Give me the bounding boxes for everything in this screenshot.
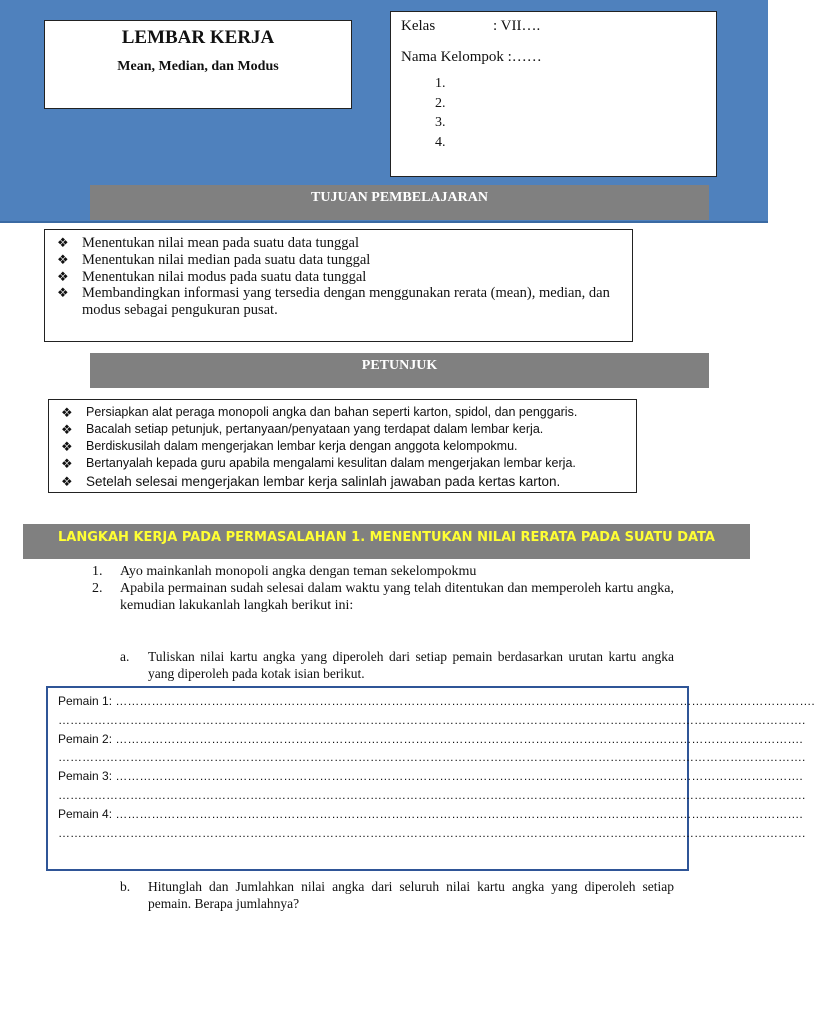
diamond-bullet-icon: ❖ [57,285,69,301]
kelas-value[interactable]: : VII…. [493,18,541,34]
worksheet-title: LEMBAR KERJA [121,27,275,48]
tujuan-list [55,235,622,319]
answer-line[interactable]: ……………………………………………………………………………………………………………………………………………………………………. [58,787,806,802]
answer-line[interactable]: ……………………………………………………………………………………………………………………………………………………………………. [58,825,806,840]
tujuan-heading: TUJUAN PEMBELAJARAN [90,185,709,220]
langkah-heading: LANGKAH KERJA PADA PERMASALAHAN 1. MENENTUKAN NILAI RERATA PADA SUATU DATA [23,524,750,559]
petunjuk-box [48,399,637,493]
member-item-4[interactable]: 4. [435,134,446,150]
diamond-bullet-icon: ❖ [61,474,73,489]
petunjuk-list [59,404,626,492]
list-item: ❖ Berdiskusilah dalam mengerjakan lembar kerja dengan anggota kelompokmu. [61,439,518,454]
member-list [401,74,706,152]
answer-box[interactable] [46,686,815,871]
diamond-bullet-icon: ❖ [57,268,69,284]
title-box [44,20,352,109]
member-item-1[interactable]: 1. [435,76,446,91]
list-item: ❖ Bacalah setiap petunjuk, pertanyaan/penyataan yang terdapat dalam lembar kerja. [61,422,544,437]
diamond-bullet-icon: ❖ [61,405,73,420]
answer-line-pemain-3[interactable]: Pemain 3: ………………………………………………………………………………………………………………………………………………………. [58,769,803,784]
kelas-label: Kelas [401,18,436,34]
steps-list [92,563,674,614]
diamond-bullet-icon: ❖ [57,235,69,250]
step-item: 1. Ayo mainkanlah monopoli angka dengan teman sekelompokmu [92,564,477,579]
answer-line[interactable]: ……………………………………………………………………………………………………………………………………………………………………. [58,712,806,727]
worksheet-subtitle: Mean, Median, dan Modus [117,59,279,74]
answer-line-pemain-4[interactable]: Pemain 4: ………………………………………………………………………………………………………………………………………………………. [58,806,803,821]
member-item-2[interactable]: 2. [435,95,446,111]
info-box [390,11,717,177]
list-item: ❖ Bertanyalah kepada guru apabila mengalami kesulitan dalam mengerjakan lembar kerja. [61,456,576,471]
list-item: ❖ Membandingkan informasi yang tersedia dengan menggunakan rerata (mean), median, dan modus sebagai pengukuran pusat. [57,285,610,319]
answer-line[interactable]: ……………………………………………………………………………………………………………………………………………………………………. [58,750,806,765]
list-item: ❖ Menentukan nilai modus pada suatu data tunggal [57,268,367,285]
nama-kelompok[interactable]: Nama Kelompok :…… [401,49,542,65]
list-item: ❖ Menentukan nilai mean pada suatu data tunggal [57,235,360,251]
list-item: ❖ Persiapkan alat peraga monopoli angka dan bahan seperti karton, spidol, dan penggaris. [61,405,578,420]
tujuan-box [44,229,633,342]
answer-line-pemain-1[interactable]: Pemain 1: …………………………………………………………………………………………………………………………………………………………. [58,694,815,708]
list-item: ❖ Setelah selesai mengerjakan lembar kerja salinlah jawaban pada kertas karton. [59,472,626,492]
sub-step-b: b. Hitunglah dan Jumlahkan nilai angka dari seluruh nilai kartu angka yang diperoleh setiap pemain. Berapa jumlahnya? [120,879,674,911]
diamond-bullet-icon: ❖ [61,422,73,437]
sub-step-a: a. Tuliskan nilai kartu angka yang diperoleh dari setiap pemain berdasarkan urutan kartu angka yang diperoleh pada kotak isian berikut. [120,649,674,681]
kelas-row [401,17,706,35]
answer-line-pemain-2[interactable]: Pemain 2: ………………………………………………………………………………………………………………………………………………………. [58,731,803,746]
diamond-bullet-icon: ❖ [61,439,73,454]
member-item-3[interactable]: 3. [435,115,446,130]
step-item: 2. Apabila permainan sudah selesai dalam waktu yang telah ditentukan dan memperoleh kartu angka, kemudian lakukanlah langkah berikut ini: [92,581,674,613]
diamond-bullet-icon: ❖ [61,456,73,471]
petunjuk-heading: PETUNJUK [90,353,709,388]
list-item: ❖ Menentukan nilai median pada suatu data tunggal [57,251,371,268]
diamond-bullet-icon: ❖ [57,251,69,267]
